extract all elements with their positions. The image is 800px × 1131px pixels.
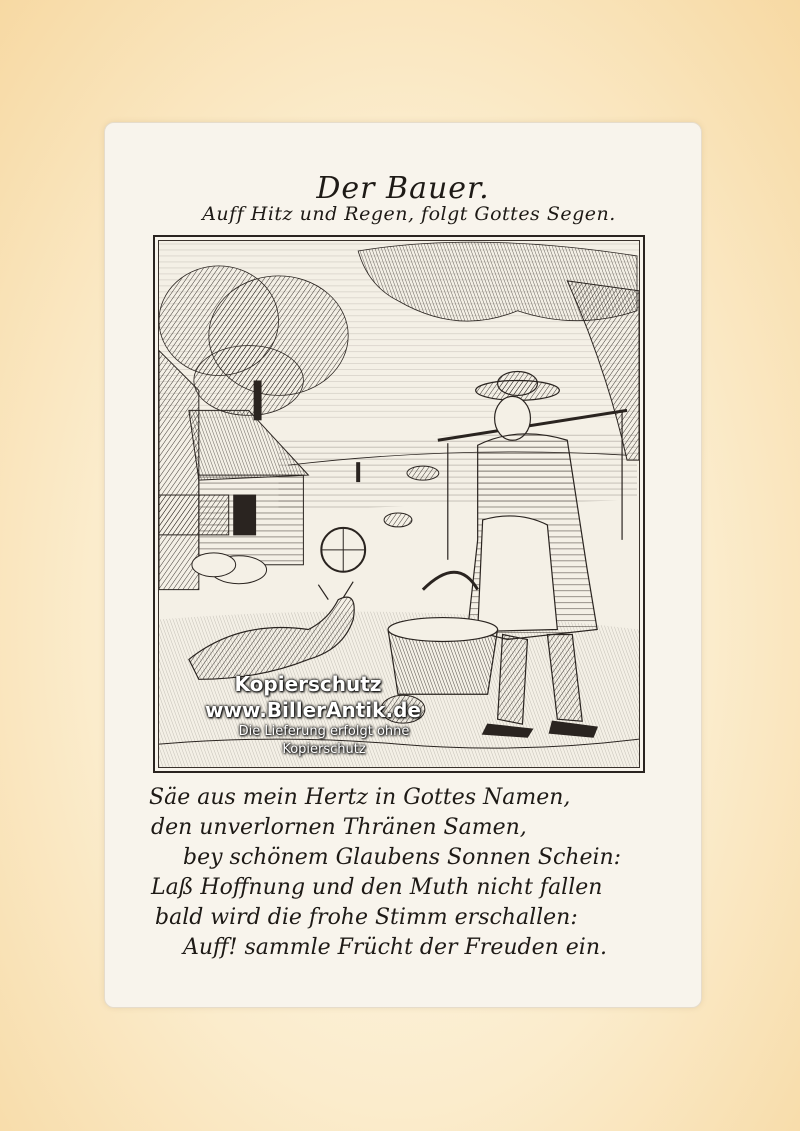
copy-protection-watermark bbox=[163, 671, 433, 759]
verse-line: Auff! sammle Frücht der Freuden ein. bbox=[183, 935, 607, 960]
verse-line: Säe aus mein Hertz in Gottes Namen, bbox=[149, 785, 571, 810]
watermark-note: Die Lieferung erfolgt ohne Kopierschutz bbox=[238, 724, 410, 757]
verse-line: den unverlornen Thränen Samen, bbox=[151, 815, 527, 840]
verse-block bbox=[149, 783, 669, 963]
print-motto: Auff Hitz und Regen, folgt Gottes Segen. bbox=[202, 203, 616, 225]
verse-line: bald wird die frohe Stimm erschallen: bbox=[155, 905, 578, 930]
print-card bbox=[104, 122, 702, 1008]
verse-line: bey schönem Glaubens Sonnen Schein: bbox=[183, 845, 622, 870]
verse-line: Laß Hoffnung und den Muth nicht fallen bbox=[151, 875, 603, 900]
watermark-title: Kopierschutz bbox=[234, 672, 382, 696]
print-title: Der Bauer. bbox=[316, 171, 490, 206]
watermark-url: www.BillerAntik.de bbox=[205, 698, 421, 722]
